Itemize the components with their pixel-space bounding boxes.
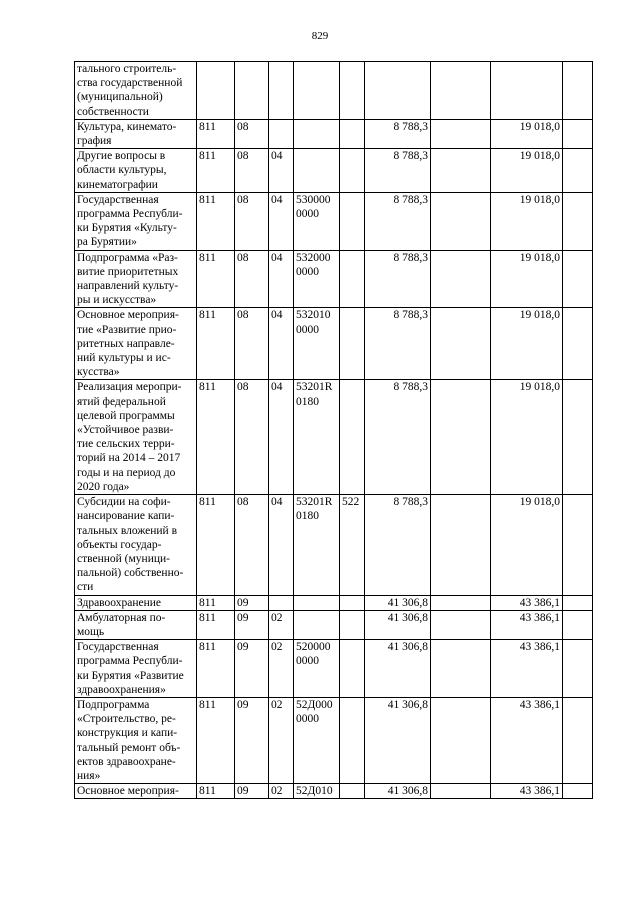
cell-name: Подпрограмма «Раз- витие приоритетных направлений культу- ры и искусства» (75, 250, 197, 308)
cell-section: 09 (235, 784, 269, 799)
cell-subsection (269, 119, 294, 148)
cell-subsection: 04 (269, 308, 294, 380)
cell-name: Реализация меропри- ятий федеральной целевой программы «Устойчивое разви- тие сельских терри- торий на 2014 – 2017 годы и на период до 2020 года» (75, 380, 197, 495)
cell-amount-1: 8 788,3 (365, 192, 431, 250)
cell-empty (563, 192, 593, 250)
cell-empty (563, 149, 593, 193)
cell-empty (431, 149, 491, 193)
cell-name: Основное мероприя- (75, 784, 197, 799)
cell-amount-2: 19 018,0 (491, 192, 563, 250)
table-body (75, 62, 593, 799)
cell-subsection: 04 (269, 192, 294, 250)
cell-empty (563, 697, 593, 783)
cell-type (340, 149, 365, 193)
cell-name: Амбулаторная по- мощь (75, 610, 197, 639)
cell-empty (563, 119, 593, 148)
cell-target: 532010 0000 (294, 308, 340, 380)
table-row (75, 192, 593, 250)
page-number: 829 (311, 30, 329, 42)
cell-type (340, 250, 365, 308)
table-row (75, 697, 593, 783)
cell-subsection: 04 (269, 380, 294, 495)
cell-target (294, 595, 340, 610)
cell-section: 08 (235, 495, 269, 595)
cell-name: Другие вопросы в области культуры, кинематографии (75, 149, 197, 193)
table-row (75, 250, 593, 308)
cell-amount-2: 43 386,1 (491, 640, 563, 698)
cell-subsection: 04 (269, 149, 294, 193)
cell-type (340, 784, 365, 799)
cell-amount-1: 41 306,8 (365, 595, 431, 610)
cell-type (340, 308, 365, 380)
cell-ministry: 811 (197, 250, 235, 308)
cell-amount-1: 41 306,8 (365, 784, 431, 799)
cell-ministry: 811 (197, 308, 235, 380)
cell-section: 08 (235, 192, 269, 250)
cell-empty (431, 610, 491, 639)
cell-empty (563, 595, 593, 610)
cell-ministry: 811 (197, 149, 235, 193)
cell-section: 09 (235, 595, 269, 610)
table-row (75, 380, 593, 495)
cell-amount-1: 41 306,8 (365, 697, 431, 783)
cell-name: Субсидии на софи- нансирование капи- тальных вложений в объекты государ- ственной (муници- пальной) собственно- сти (75, 495, 197, 595)
cell-empty (563, 784, 593, 799)
table-row (75, 495, 593, 595)
table-row (75, 62, 593, 120)
table-row (75, 610, 593, 639)
cell-subsection: 02 (269, 610, 294, 639)
cell-target: 520000 0000 (294, 640, 340, 698)
cell-amount-2 (491, 62, 563, 120)
cell-empty (431, 595, 491, 610)
cell-name: Подпрограмма «Строительство, ре- конструкция и капи- тальный ремонт объ- ектов здравоохране- ния» (75, 697, 197, 783)
cell-empty (563, 308, 593, 380)
cell-ministry: 811 (197, 697, 235, 783)
cell-section: 08 (235, 149, 269, 193)
cell-ministry: 811 (197, 640, 235, 698)
cell-subsection: 02 (269, 784, 294, 799)
cell-ministry: 811 (197, 119, 235, 148)
cell-amount-1: 8 788,3 (365, 149, 431, 193)
cell-ministry: 811 (197, 192, 235, 250)
cell-target (294, 149, 340, 193)
cell-section (235, 62, 269, 120)
cell-amount-2: 19 018,0 (491, 495, 563, 595)
cell-name: Основное мероприя- тие «Развитие прио- ритетных направле- ний культуры и ис- кусства» (75, 308, 197, 380)
cell-target (294, 610, 340, 639)
cell-section: 08 (235, 380, 269, 495)
table-row (75, 119, 593, 148)
table-row (75, 595, 593, 610)
cell-empty (431, 640, 491, 698)
cell-empty (563, 640, 593, 698)
cell-empty (431, 62, 491, 120)
table-row (75, 784, 593, 799)
table-row (75, 149, 593, 193)
cell-amount-1: 8 788,3 (365, 380, 431, 495)
cell-empty (431, 495, 491, 595)
cell-empty (563, 62, 593, 120)
cell-type (340, 380, 365, 495)
cell-target (294, 119, 340, 148)
cell-target (294, 62, 340, 120)
cell-name: Государственная программа Республи- ки Бурятия «Культу- ра Бурятии» (75, 192, 197, 250)
cell-name: Здравоохранение (75, 595, 197, 610)
cell-type (340, 119, 365, 148)
cell-empty (431, 250, 491, 308)
cell-section: 09 (235, 697, 269, 783)
cell-empty (431, 697, 491, 783)
cell-amount-1: 8 788,3 (365, 495, 431, 595)
cell-amount-1: 8 788,3 (365, 250, 431, 308)
cell-amount-2: 43 386,1 (491, 784, 563, 799)
cell-section: 09 (235, 610, 269, 639)
cell-empty (563, 495, 593, 595)
cell-subsection: 02 (269, 640, 294, 698)
cell-amount-1: 41 306,8 (365, 640, 431, 698)
cell-ministry: 811 (197, 595, 235, 610)
cell-amount-2: 43 386,1 (491, 610, 563, 639)
cell-amount-2: 19 018,0 (491, 149, 563, 193)
budget-table (74, 61, 593, 799)
cell-name: Государственная программа Республи- ки Бурятия «Развитие здравоохранения» (75, 640, 197, 698)
cell-name: Культура, кинемато- графия (75, 119, 197, 148)
cell-type (340, 697, 365, 783)
cell-amount-2: 19 018,0 (491, 250, 563, 308)
cell-amount-2: 43 386,1 (491, 697, 563, 783)
cell-empty (431, 380, 491, 495)
cell-ministry: 811 (197, 610, 235, 639)
cell-type (340, 192, 365, 250)
cell-subsection (269, 595, 294, 610)
cell-target: 53201R 0180 (294, 380, 340, 495)
cell-target: 53201R 0180 (294, 495, 340, 595)
cell-amount-1: 8 788,3 (365, 119, 431, 148)
cell-name: тального строитель- ства государственной (муниципальной) собственности (75, 62, 197, 120)
cell-type (340, 62, 365, 120)
cell-empty (431, 192, 491, 250)
cell-amount-2: 19 018,0 (491, 308, 563, 380)
cell-ministry (197, 62, 235, 120)
cell-target: 532000 0000 (294, 250, 340, 308)
cell-type: 522 (340, 495, 365, 595)
cell-amount-2: 19 018,0 (491, 380, 563, 495)
cell-section: 09 (235, 640, 269, 698)
cell-empty (563, 610, 593, 639)
cell-type (340, 610, 365, 639)
cell-ministry: 811 (197, 380, 235, 495)
cell-empty (431, 119, 491, 148)
cell-amount-2: 43 386,1 (491, 595, 563, 610)
cell-subsection (269, 62, 294, 120)
cell-section: 08 (235, 308, 269, 380)
cell-amount-1: 8 788,3 (365, 308, 431, 380)
cell-type (340, 640, 365, 698)
cell-amount-1: 41 306,8 (365, 610, 431, 639)
cell-subsection: 04 (269, 250, 294, 308)
cell-section: 08 (235, 250, 269, 308)
cell-target: 52Д000 0000 (294, 697, 340, 783)
table-row (75, 640, 593, 698)
cell-target: 52Д010 (294, 784, 340, 799)
cell-section: 08 (235, 119, 269, 148)
cell-ministry: 811 (197, 784, 235, 799)
cell-amount-1 (365, 62, 431, 120)
cell-amount-2: 19 018,0 (491, 119, 563, 148)
cell-ministry: 811 (197, 495, 235, 595)
table-row (75, 308, 593, 380)
cell-subsection: 04 (269, 495, 294, 595)
cell-type (340, 595, 365, 610)
cell-empty (563, 380, 593, 495)
cell-empty (431, 784, 491, 799)
cell-subsection: 02 (269, 697, 294, 783)
cell-empty (431, 308, 491, 380)
cell-target: 530000 0000 (294, 192, 340, 250)
cell-empty (563, 250, 593, 308)
